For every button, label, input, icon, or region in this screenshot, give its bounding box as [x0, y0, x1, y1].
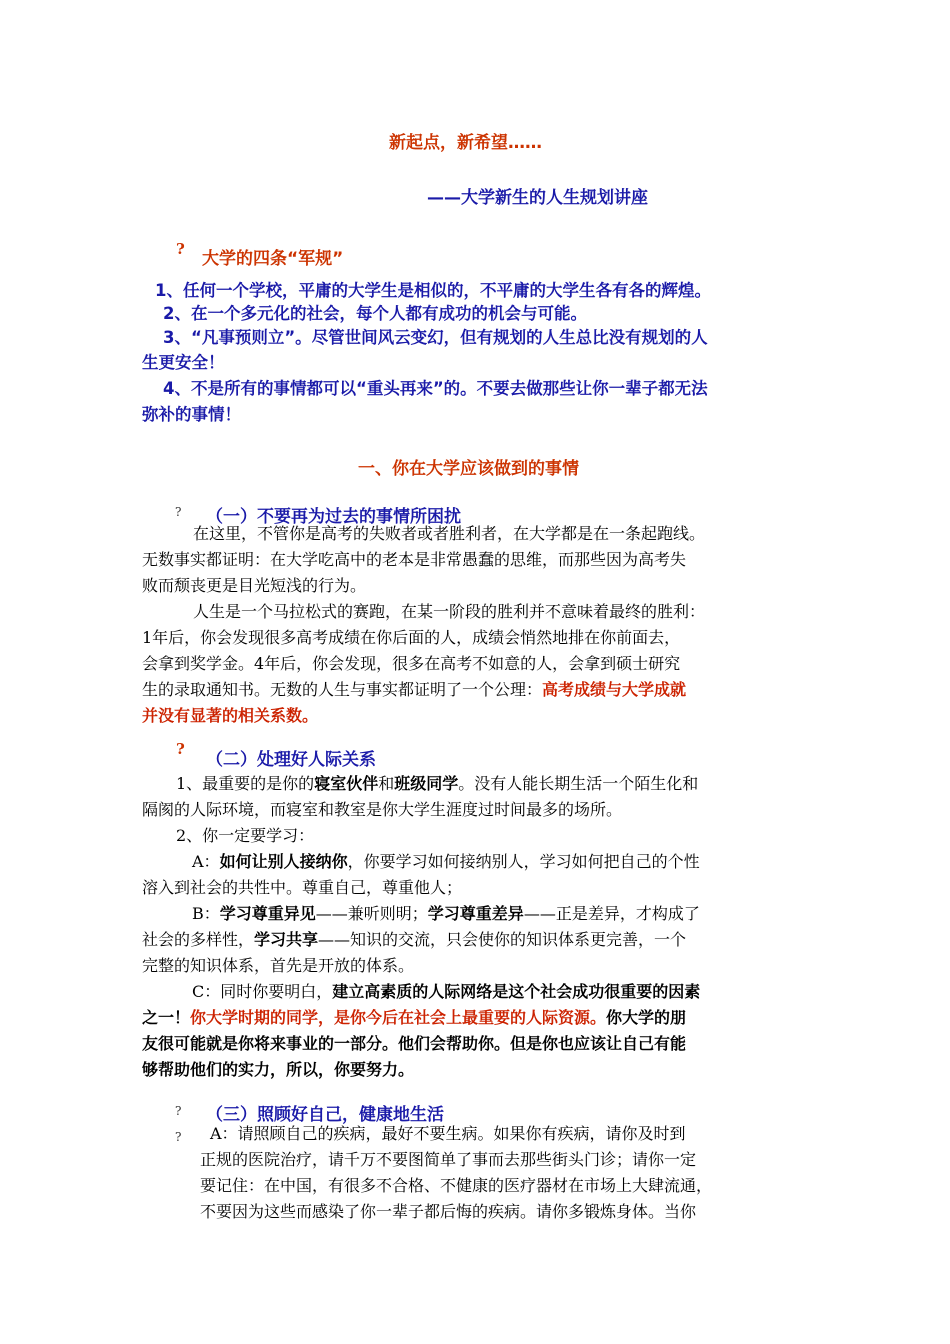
text: C：同时你要明白， [192, 982, 333, 1001]
paragraph-line: 完整的知识体系，首先是开放的体系。 [142, 956, 415, 975]
paragraph-line: 无数事实都证明：在大学吃高中的老本是非常愚蠢的思维，而那些因为高考失 [142, 550, 687, 569]
paragraph-line [192, 979, 700, 1005]
rule-item: 生更安全！ [142, 353, 225, 372]
paragraph-line [142, 927, 686, 953]
bold-text: 你大学的朋 [606, 1008, 687, 1027]
bold-text: 之一！ [142, 1008, 191, 1027]
rule-item: 弥补的事情！ [142, 405, 241, 424]
text: A： [192, 852, 220, 871]
bold-text: 学习尊重差异 [427, 904, 524, 923]
page-title: 新起点，新希望…… [389, 133, 542, 153]
paragraph-line: 2、你一定要学习： [176, 826, 315, 845]
paragraph-line: 友很可能就是你将来事业的一部分。他们会帮助你。但是你也应该让自己有能 [142, 1034, 687, 1053]
bold-text: 学习尊重异见 [219, 904, 316, 923]
paragraph-line: 隔阂的人际环境，而寝室和教室是你大学生涯度过时间最多的场所。 [142, 800, 623, 819]
bold-text: 学习共享 [254, 930, 319, 949]
rule-item: 2、在一个多元化的社会，每个人都有成功的机会与可能。 [163, 304, 587, 323]
text: 生的录取通知书。无数的人生与事实都证明了一个公理： [142, 680, 543, 699]
bold-text: 建立高素质的人际网络是这个社会成功很重要的因素 [332, 982, 701, 1001]
paragraph-line: 人生是一个马拉松式的赛跑，在某一阶段的胜利并不意味着最终的胜利： [193, 602, 706, 621]
question-bullet-icon: ? [176, 240, 185, 258]
highlight-text: 你大学时期的同学，是你今后在社会上最重要的人际资源。 [190, 1008, 607, 1027]
highlight-text: 并没有显著的相关系数。 [142, 706, 319, 725]
text: ——正是差异，才构成了 [523, 904, 700, 923]
paragraph-line: 溶入到社会的共性中。尊重自己，尊重他人； [142, 878, 463, 897]
text: 。没有人能长期生活一个陌生化和 [458, 774, 699, 793]
bold-text: 班级同学 [394, 774, 459, 793]
question-bullet-icon: ? [175, 505, 182, 519]
question-bullet-icon: ? [176, 740, 185, 758]
subsection-heading: （三）照顾好自己，健康地生活 [206, 1105, 444, 1125]
text: ，你要学习如何接纳别人，学习如何把自己的个性 [347, 852, 700, 871]
paragraph-line: 要记住：在中国，有很多不合格、不健康的医疗器材在市场上大肆流通， [200, 1176, 713, 1195]
paragraph-line: 不要因为这些而感染了你一辈子都后悔的疾病。请你多锻炼身体。当你 [200, 1202, 697, 1221]
paragraph-line [142, 1005, 686, 1031]
paragraph-line [192, 901, 700, 927]
highlight-text: 高考成绩与大学成就 [542, 680, 687, 699]
paragraph-line: 会拿到奖学金。4年后，你会发现，很多在高考不如意的人，会拿到硕士研究 [142, 654, 681, 673]
text: B： [192, 904, 220, 923]
bold-text: 如何让别人接纳你 [219, 852, 348, 871]
paragraph-line [176, 771, 698, 797]
question-bullet-icon: ? [175, 1130, 182, 1144]
paragraph-line: 败而颓丧更是目光短浅的行为。 [142, 576, 367, 595]
bold-text: 寝室伙伴 [314, 774, 379, 793]
rule-item: 4、不是所有的事情都可以“重头再来”的。不要去做那些让你一辈子都无法 [163, 379, 708, 398]
paragraph-line: 在这里，不管你是高考的失败者或者胜利者，在大学都是在一条起跑线。 [193, 524, 706, 543]
paragraph-line [192, 849, 700, 875]
paragraph-line: 够帮助他们的实力，所以，你要努力。 [142, 1060, 415, 1079]
rules-heading: 大学的四条“军规” [202, 249, 344, 269]
paragraph-line [142, 677, 686, 703]
page-subtitle: ——大学新生的人生规划讲座 [427, 188, 648, 208]
text: 社会的多样性， [142, 930, 255, 949]
section-title: 一、你在大学应该做到的事情 [358, 459, 579, 479]
paragraph-line: A：请照顾自己的疾病，最好不要生病。如果你有疾病，请你及时到 [210, 1124, 686, 1143]
paragraph-line: 1年后，你会发现很多高考成绩在你后面的人，成绩会悄然地排在你前面去， [142, 628, 681, 647]
subsection-heading: （一）不要再为过去的事情所困扰 [206, 507, 461, 527]
text: ——兼听则明； [315, 904, 428, 923]
text: ——知识的交流，只会使你的知识体系更完善，一个 [318, 930, 687, 949]
rule-item: 3、“凡事预则立”。尽管世间风云变幻，但有规划的人生总比没有规划的人 [163, 328, 708, 347]
text: 和 [378, 774, 395, 793]
subsection-heading: （二）处理好人际关系 [206, 750, 376, 770]
question-bullet-icon: ? [175, 1104, 182, 1118]
paragraph-line: 正规的医院治疗，请千万不要图简单了事而去那些街头门诊；请你一定 [200, 1150, 697, 1169]
rule-item: 1、任何一个学校，平庸的大学生是相似的，不平庸的大学生各有各的辉煌。 [155, 281, 711, 300]
text: 1、最重要的是你的 [176, 774, 315, 793]
